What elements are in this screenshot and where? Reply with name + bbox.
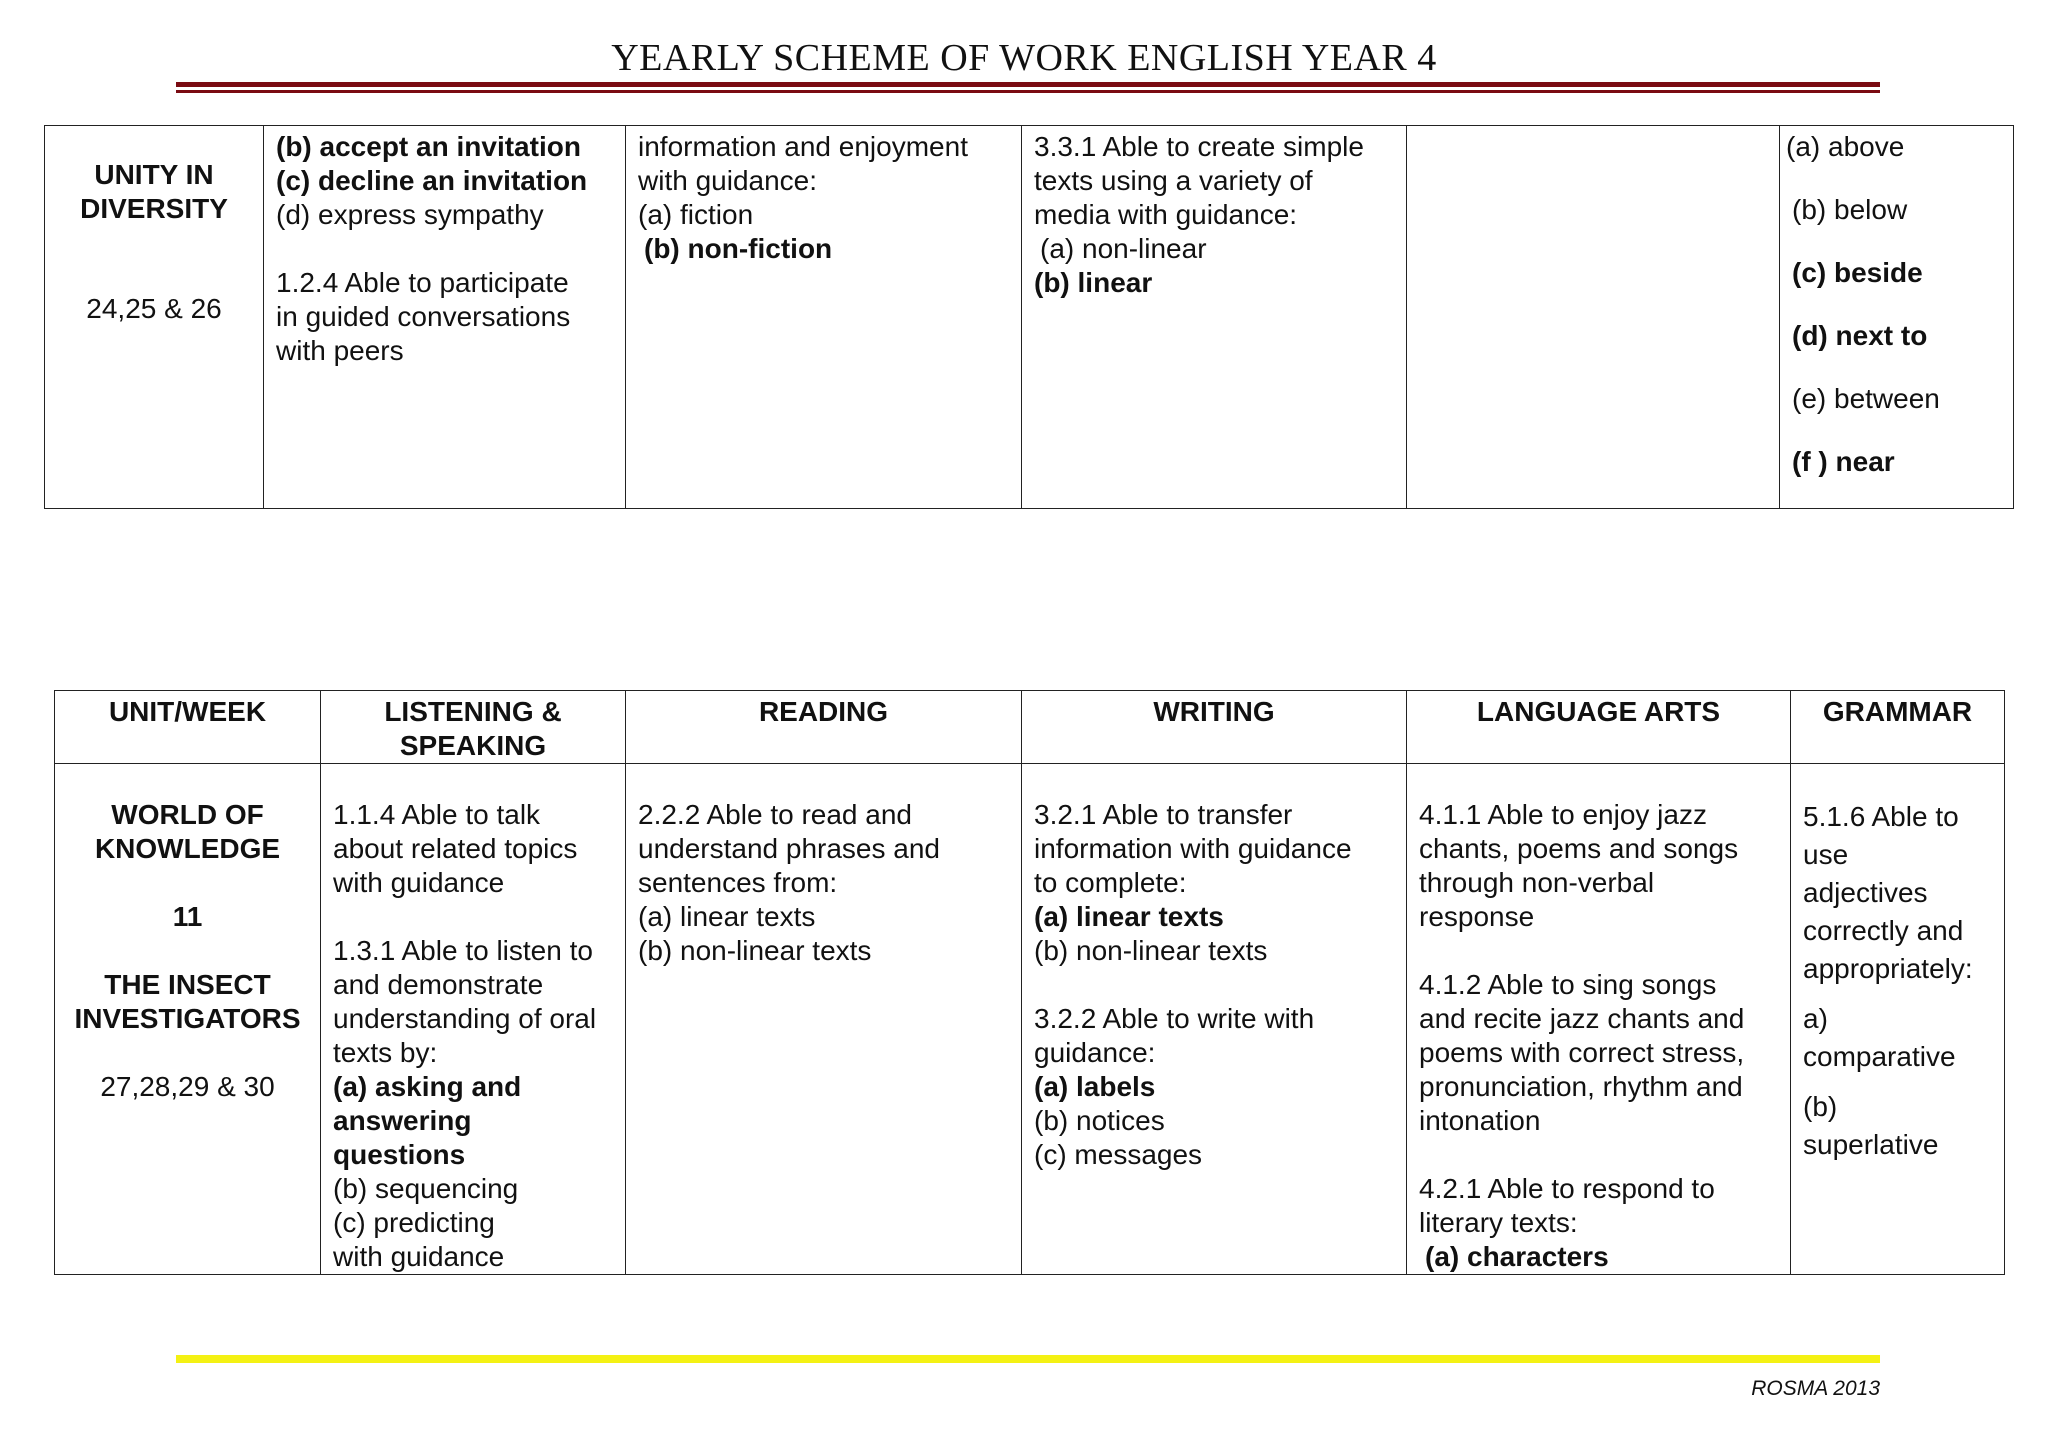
col-header-listening [321, 691, 626, 764]
grammar-line: correctly and [1803, 915, 1964, 946]
language-arts-cell [1407, 764, 1791, 1275]
grammar-line: adjectives [1803, 877, 1928, 908]
writing-line: (b) linear [1034, 267, 1153, 298]
reading-line: 2.2.2 Able to read and [638, 799, 912, 830]
language-arts-line: literary texts: [1419, 1207, 1578, 1238]
header-rule-thick [176, 82, 1880, 87]
language-arts-line: (a) characters [1425, 1241, 1609, 1272]
language-arts-line: poems with correct stress, [1419, 1037, 1745, 1068]
col-header-grammar: GRAMMAR [1791, 691, 2005, 764]
unit-title-line: DIVERSITY [80, 193, 228, 224]
listening-line: with peers [276, 335, 404, 366]
reading-line: (a) fiction [638, 199, 754, 230]
writing-line: information with guidance [1034, 833, 1352, 864]
grammar-line: comparative [1803, 1041, 1956, 1072]
writing-line: (a) labels [1034, 1071, 1156, 1102]
language-arts-line: and recite jazz chants and [1419, 1003, 1745, 1034]
language-arts-line: intonation [1419, 1105, 1541, 1136]
reading-line: understand phrases and [638, 833, 940, 864]
col-header-reading: READING [626, 691, 1022, 764]
unit-cell [45, 126, 264, 509]
grammar-line: 5.1.6 Able to [1803, 801, 1959, 832]
writing-line: (b) notices [1034, 1105, 1165, 1136]
listening-line: and demonstrate [333, 969, 544, 1000]
header-row [55, 691, 2005, 764]
listening-line: with guidance [333, 1241, 505, 1272]
grammar-cell [1791, 764, 2005, 1275]
listening-line: with guidance [333, 867, 505, 898]
scheme-table [54, 690, 2005, 1275]
header-rule-thin [176, 90, 1880, 93]
listening-line: 1.3.1 Able to listen to [333, 935, 593, 966]
unit-cell [55, 764, 321, 1275]
listening-line: (b) accept an invitation [276, 131, 581, 162]
grammar-line: superlative [1803, 1129, 1939, 1160]
writing-line: (b) non-linear texts [1034, 935, 1268, 966]
unit-title-line: KNOWLEDGE [94, 833, 281, 864]
writing-cell [1022, 764, 1407, 1275]
col-header-language-arts: LANGUAGE ARTS [1407, 691, 1791, 764]
reading-line: information and enjoyment [638, 131, 968, 162]
grammar-line: a) [1803, 1003, 1828, 1034]
listening-line: (c) predicting [333, 1207, 495, 1238]
listening-line: texts by: [333, 1037, 438, 1068]
listening-line: in guided conversations [276, 301, 571, 332]
writing-line: media with guidance: [1034, 199, 1298, 230]
language-arts-line: through non-verbal [1419, 867, 1655, 898]
grammar-item: (f ) near [1792, 446, 1895, 477]
writing-line: 3.2.1 Able to transfer [1034, 799, 1293, 830]
col-header-line: SPEAKING [399, 730, 547, 761]
scheme-table-continued [44, 125, 2014, 509]
reading-line: (a) linear texts [638, 901, 816, 932]
reading-cell [626, 764, 1022, 1275]
grammar-item: (b) below [1792, 194, 1908, 225]
reading-line: sentences from: [638, 867, 838, 898]
reading-line: (b) non-fiction [644, 233, 833, 264]
unit-number: 11 [172, 901, 203, 932]
writing-line: 3.3.1 Able to create simple [1034, 131, 1364, 162]
writing-line: to complete: [1034, 867, 1187, 898]
table-row [55, 764, 2005, 1275]
grammar-line: (b) [1803, 1091, 1838, 1122]
listening-line: about related topics [333, 833, 578, 864]
writing-line: guidance: [1034, 1037, 1156, 1068]
writing-line: 3.2.2 Able to write with [1034, 1003, 1315, 1034]
language-arts-line: chants, poems and songs [1419, 833, 1739, 864]
grammar-line: appropriately: [1803, 953, 1973, 984]
grammar-item: (d) next to [1792, 320, 1928, 351]
unit-title-line: THE INSECT [104, 969, 271, 1000]
writing-line: texts using a variety of [1034, 165, 1313, 196]
grammar-line: use [1803, 839, 1849, 870]
language-arts-line: response [1419, 901, 1535, 932]
writing-cell [1022, 126, 1407, 509]
col-header-writing: WRITING [1022, 691, 1407, 764]
listening-line: questions [333, 1139, 466, 1170]
grammar-item: (a) above [1786, 131, 1905, 162]
writing-line: (a) non-linear [1040, 233, 1207, 264]
reading-cell [626, 126, 1022, 509]
col-header-line: LISTENING & [384, 696, 562, 727]
language-arts-cell [1407, 126, 1780, 509]
grammar-item: (e) between [1792, 383, 1940, 414]
reading-line: (b) non-linear texts [638, 935, 872, 966]
listening-line: 1.2.4 Able to participate [276, 267, 569, 298]
listening-line: answering [333, 1105, 472, 1136]
unit-title-line: UNITY IN [94, 159, 214, 190]
language-arts-line: 4.2.1 Able to respond to [1419, 1173, 1715, 1204]
language-arts-line: pronunciation, rhythm and [1419, 1071, 1743, 1102]
listening-line: (c) decline an invitation [276, 165, 588, 196]
page-title: YEARLY SCHEME OF WORK ENGLISH YEAR 4 [611, 37, 1437, 79]
unit-title-line: WORLD OF [111, 799, 264, 830]
footer-credit: ROSMA 2013 [1751, 1377, 1880, 1400]
footer-rule [176, 1355, 1880, 1363]
reading-line: with guidance: [638, 165, 818, 196]
language-arts-line: 4.1.1 Able to enjoy jazz [1419, 799, 1707, 830]
listening-line: (a) asking and [333, 1071, 522, 1102]
unit-title-line: INVESTIGATORS [74, 1003, 301, 1034]
listening-cell [264, 126, 626, 509]
writing-line: (c) messages [1034, 1139, 1203, 1170]
table-row [45, 126, 2014, 509]
listening-line: (d) express sympathy [276, 199, 544, 230]
writing-line: (a) linear texts [1034, 901, 1224, 932]
language-arts-line: 4.1.2 Able to sing songs [1419, 969, 1717, 1000]
listening-line: (b) sequencing [333, 1173, 519, 1204]
listening-line: understanding of oral [333, 1003, 597, 1034]
col-header-unit-week: UNIT/WEEK [55, 691, 321, 764]
listening-cell [321, 764, 626, 1275]
grammar-item: (c) beside [1792, 257, 1923, 288]
unit-weeks: 27,28,29 & 30 [100, 1071, 275, 1102]
grammar-cell [1780, 126, 2014, 509]
listening-line: 1.1.4 Able to talk [333, 799, 541, 830]
unit-weeks: 24,25 & 26 [86, 293, 222, 324]
